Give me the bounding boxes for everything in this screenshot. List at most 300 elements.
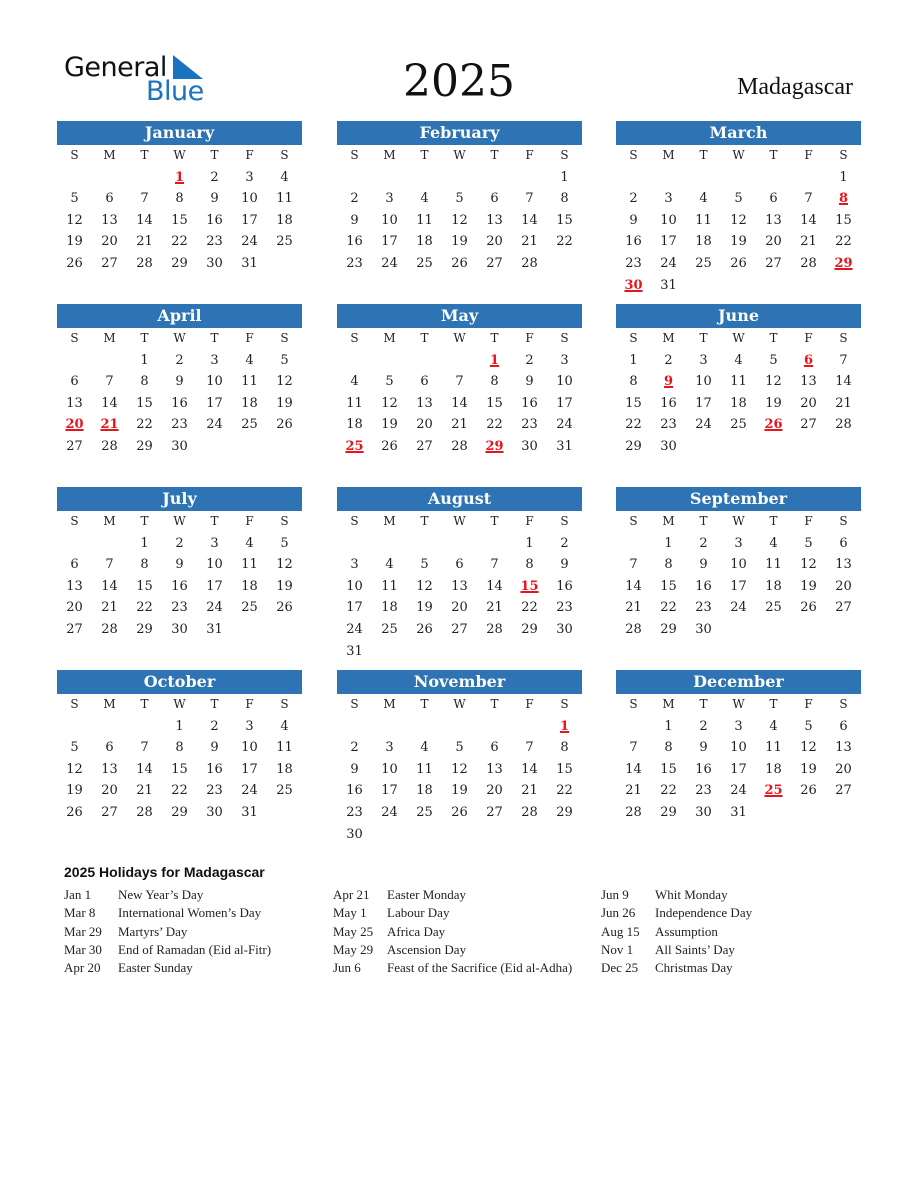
holiday-day-cell: 30: [624, 277, 643, 293]
day-cell: 9: [350, 212, 359, 228]
weekday-label: W: [732, 148, 745, 162]
day-cell: 26: [800, 783, 817, 799]
holiday-name: Martyrs’ Day: [118, 923, 188, 939]
holiday-item: [333, 923, 588, 941]
empty-cell: [442, 533, 477, 555]
day-cell: 24: [730, 600, 747, 616]
day-cell: 16: [171, 395, 188, 411]
day-cell: 26: [730, 255, 747, 271]
holiday-name: Whit Monday: [655, 887, 728, 902]
empty-cell: [651, 167, 686, 189]
empty-cell: [442, 716, 477, 738]
day-cell: 21: [625, 783, 642, 799]
weekday-label: M: [103, 331, 116, 345]
day-cell: 28: [101, 438, 118, 454]
weekday-label: S: [560, 697, 569, 711]
day-cell: 12: [66, 761, 83, 777]
month-july: [57, 487, 302, 641]
weekday-label: T: [699, 514, 708, 528]
day-cell: 26: [451, 255, 468, 271]
month-january: [57, 121, 302, 275]
day-cell: 21: [521, 234, 538, 250]
weekday-label: M: [383, 331, 396, 345]
day-cell: 4: [769, 535, 778, 551]
weekday-label: T: [490, 148, 499, 162]
day-cell: 17: [381, 783, 398, 799]
weekday-label: S: [280, 148, 289, 162]
weekday-label: T: [140, 514, 149, 528]
day-cell: 13: [66, 578, 83, 594]
empty-cell: [791, 167, 826, 189]
month-days-grid: [337, 328, 582, 458]
day-cell: 29: [136, 621, 153, 637]
day-cell: 14: [625, 761, 642, 777]
day-cell: 20: [451, 600, 468, 616]
empty-cell: [512, 167, 547, 189]
day-cell: 19: [416, 600, 433, 616]
day-cell: 24: [556, 417, 573, 433]
weekday-label: W: [453, 697, 466, 711]
weekday-label: W: [453, 514, 466, 528]
day-cell: 20: [416, 417, 433, 433]
day-cell: 23: [206, 783, 223, 799]
holiday-item: [333, 904, 588, 922]
day-cell: 27: [101, 804, 118, 820]
day-cell: 11: [765, 740, 782, 756]
day-cell: 25: [695, 255, 712, 271]
holiday-day-cell: 25: [764, 783, 783, 799]
day-cell: 18: [241, 395, 258, 411]
weekday-label: M: [103, 514, 116, 528]
day-cell: 19: [800, 578, 817, 594]
day-cell: 18: [346, 417, 363, 433]
day-cell: 14: [136, 212, 153, 228]
month-april: [57, 304, 302, 458]
day-cell: 22: [486, 417, 503, 433]
weekday-label: W: [173, 148, 186, 162]
day-cell: 8: [175, 740, 184, 756]
holiday-name: Ascension Day: [387, 941, 467, 957]
day-cell: 11: [730, 374, 747, 390]
holiday-date: May 29: [333, 941, 374, 957]
day-cell: 23: [346, 804, 363, 820]
day-cell: 2: [350, 740, 359, 756]
day-cell: 22: [625, 417, 642, 433]
day-cell: 29: [660, 621, 677, 637]
day-cell: 28: [136, 804, 153, 820]
day-cell: 19: [451, 783, 468, 799]
weekday-label: T: [699, 148, 708, 162]
day-cell: 14: [521, 761, 538, 777]
holiday-column: [333, 886, 588, 977]
day-cell: 7: [455, 374, 464, 390]
day-cell: 14: [451, 395, 468, 411]
holiday-day-cell: 29: [834, 255, 853, 271]
day-cell: 16: [206, 212, 223, 228]
day-cell: 30: [206, 255, 223, 271]
day-cell: 21: [800, 234, 817, 250]
month-days-grid: [616, 145, 861, 296]
day-cell: 21: [136, 234, 153, 250]
empty-cell: [92, 350, 127, 372]
weekday-label: M: [662, 697, 675, 711]
weekday-label: T: [769, 697, 778, 711]
day-cell: 27: [486, 804, 503, 820]
day-cell: 28: [101, 621, 118, 637]
day-cell: 11: [276, 740, 293, 756]
day-cell: 5: [280, 352, 289, 368]
month-february: [337, 121, 582, 275]
day-cell: 7: [140, 740, 149, 756]
day-cell: 10: [206, 557, 223, 573]
holiday-column: [601, 886, 856, 977]
day-cell: 18: [695, 234, 712, 250]
day-cell: 3: [385, 740, 394, 756]
month-header: September: [616, 487, 861, 511]
day-cell: 9: [629, 212, 638, 228]
day-cell: 4: [769, 718, 778, 734]
weekday-label: S: [280, 697, 289, 711]
weekday-label: W: [173, 514, 186, 528]
day-cell: 25: [276, 783, 293, 799]
day-cell: 26: [66, 255, 83, 271]
day-cell: 21: [136, 783, 153, 799]
day-cell: 1: [175, 718, 184, 734]
holiday-item: [601, 886, 856, 904]
day-cell: 7: [839, 352, 848, 368]
empty-cell: [372, 716, 407, 738]
month-days-grid: [337, 145, 582, 275]
day-cell: 5: [420, 557, 429, 573]
weekday-label: F: [804, 148, 813, 162]
weekday-label: S: [629, 697, 638, 711]
day-cell: 8: [525, 557, 534, 573]
day-cell: 13: [451, 578, 468, 594]
day-cell: 16: [695, 761, 712, 777]
month-days-grid: [616, 694, 861, 824]
holiday-name: New Year’s Day: [118, 887, 204, 902]
holiday-date: Jun 6: [333, 960, 361, 976]
day-cell: 29: [171, 804, 188, 820]
holiday-name: Africa Day: [387, 923, 446, 939]
holiday-day-cell: 29: [485, 438, 504, 454]
weekday-label: T: [699, 697, 708, 711]
day-cell: 12: [381, 395, 398, 411]
holiday-date: May 25: [333, 923, 374, 939]
day-cell: 5: [455, 191, 464, 207]
day-cell: 17: [346, 600, 363, 616]
day-cell: 2: [699, 718, 708, 734]
month-header: May: [337, 304, 582, 328]
weekday-label: T: [420, 514, 429, 528]
day-cell: 29: [625, 438, 642, 454]
weekday-label: W: [732, 331, 745, 345]
month-header: October: [57, 670, 302, 694]
day-cell: 15: [660, 578, 677, 594]
day-cell: 21: [486, 600, 503, 616]
day-cell: 28: [625, 621, 642, 637]
holiday-day-cell: 8: [838, 191, 849, 207]
holiday-day-cell: 21: [100, 417, 119, 433]
day-cell: 21: [521, 783, 538, 799]
day-cell: 13: [835, 740, 852, 756]
day-cell: 10: [241, 191, 258, 207]
day-cell: 17: [206, 578, 223, 594]
day-cell: 5: [70, 740, 79, 756]
weekday-label: T: [210, 148, 219, 162]
day-cell: 22: [556, 783, 573, 799]
day-cell: 6: [839, 718, 848, 734]
day-cell: 31: [660, 277, 677, 293]
day-cell: 9: [525, 374, 534, 390]
day-cell: 5: [70, 191, 79, 207]
day-cell: 16: [346, 783, 363, 799]
day-cell: 5: [804, 535, 813, 551]
day-cell: 13: [66, 395, 83, 411]
day-cell: 19: [276, 395, 293, 411]
weekday-label: F: [804, 697, 813, 711]
day-cell: 16: [625, 234, 642, 250]
holiday-day-cell: 26: [764, 417, 783, 433]
day-cell: 15: [136, 578, 153, 594]
day-cell: 9: [175, 557, 184, 573]
empty-cell: [477, 716, 512, 738]
holiday-item: [64, 886, 319, 904]
day-cell: 25: [416, 255, 433, 271]
weekday-label: F: [804, 514, 813, 528]
day-cell: 10: [556, 374, 573, 390]
day-cell: 11: [416, 212, 433, 228]
day-cell: 15: [835, 212, 852, 228]
day-cell: 13: [101, 761, 118, 777]
logo-text-general: General: [64, 52, 167, 83]
day-cell: 13: [835, 557, 852, 573]
day-cell: 18: [416, 234, 433, 250]
day-cell: 22: [171, 234, 188, 250]
day-cell: 8: [175, 191, 184, 207]
logo-text-blue: Blue: [146, 76, 204, 107]
day-cell: 15: [171, 761, 188, 777]
day-cell: 22: [521, 600, 538, 616]
day-cell: 3: [699, 352, 708, 368]
weekday-label: S: [70, 331, 79, 345]
day-cell: 20: [765, 234, 782, 250]
day-cell: 15: [556, 761, 573, 777]
month-days-grid: [57, 511, 302, 641]
empty-cell: [372, 533, 407, 555]
day-cell: 11: [695, 212, 712, 228]
empty-cell: [477, 167, 512, 189]
weekday-label: F: [525, 331, 534, 345]
weekday-label: S: [629, 514, 638, 528]
empty-cell: [337, 533, 372, 555]
day-cell: 1: [560, 169, 569, 185]
holiday-item: [64, 959, 319, 977]
day-cell: 3: [385, 191, 394, 207]
month-header: June: [616, 304, 861, 328]
empty-cell: [372, 350, 407, 372]
day-cell: 17: [556, 395, 573, 411]
weekday-label: S: [350, 697, 359, 711]
day-cell: 12: [276, 374, 293, 390]
holiday-name: Easter Sunday: [118, 960, 193, 976]
day-cell: 10: [381, 212, 398, 228]
day-cell: 16: [556, 578, 573, 594]
weekday-label: S: [350, 331, 359, 345]
day-cell: 14: [800, 212, 817, 228]
holiday-name: Assumption: [655, 923, 718, 939]
day-cell: 1: [140, 352, 149, 368]
day-cell: 23: [625, 255, 642, 271]
day-cell: 26: [276, 600, 293, 616]
day-cell: 24: [730, 783, 747, 799]
empty-cell: [127, 716, 162, 738]
day-cell: 28: [451, 438, 468, 454]
day-cell: 25: [241, 600, 258, 616]
empty-cell: [477, 533, 512, 555]
day-cell: 7: [490, 557, 499, 573]
month-march: [616, 121, 861, 296]
day-cell: 12: [451, 761, 468, 777]
day-cell: 6: [455, 557, 464, 573]
month-may: [337, 304, 582, 458]
empty-cell: [407, 716, 442, 738]
weekday-label: W: [732, 514, 745, 528]
day-cell: 11: [241, 557, 258, 573]
month-october: [57, 670, 302, 824]
day-cell: 9: [175, 374, 184, 390]
day-cell: 3: [734, 718, 743, 734]
day-cell: 17: [381, 234, 398, 250]
day-cell: 21: [835, 395, 852, 411]
empty-cell: [512, 716, 547, 738]
day-cell: 2: [350, 191, 359, 207]
day-cell: 18: [381, 600, 398, 616]
day-cell: 7: [804, 191, 813, 207]
day-cell: 20: [66, 600, 83, 616]
day-cell: 7: [105, 557, 114, 573]
month-days-grid: [57, 328, 302, 458]
holiday-date: May 1: [333, 905, 367, 921]
holiday-item: [64, 941, 319, 959]
day-cell: 10: [381, 761, 398, 777]
day-cell: 1: [839, 169, 848, 185]
weekday-label: M: [103, 148, 116, 162]
day-cell: 27: [101, 255, 118, 271]
day-cell: 14: [625, 578, 642, 594]
day-cell: 11: [346, 395, 363, 411]
day-cell: 3: [245, 718, 254, 734]
day-cell: 2: [210, 169, 219, 185]
day-cell: 24: [660, 255, 677, 271]
weekday-label: F: [245, 697, 254, 711]
day-cell: 5: [385, 374, 394, 390]
holiday-name: All Saints’ Day: [655, 941, 735, 957]
day-cell: 14: [101, 395, 118, 411]
day-cell: 19: [451, 234, 468, 250]
weekday-label: T: [420, 331, 429, 345]
day-cell: 23: [206, 234, 223, 250]
empty-cell: [616, 533, 651, 555]
day-cell: 5: [804, 718, 813, 734]
day-cell: 11: [241, 374, 258, 390]
holiday-item: [601, 904, 856, 922]
weekday-label: F: [525, 697, 534, 711]
day-cell: 15: [625, 395, 642, 411]
day-cell: 27: [66, 621, 83, 637]
weekday-label: S: [839, 331, 848, 345]
day-cell: 8: [629, 374, 638, 390]
month-header: February: [337, 121, 582, 145]
day-cell: 19: [381, 417, 398, 433]
day-cell: 25: [416, 804, 433, 820]
day-cell: 17: [730, 578, 747, 594]
day-cell: 30: [171, 621, 188, 637]
month-header: January: [57, 121, 302, 145]
day-cell: 7: [525, 740, 534, 756]
weekday-label: S: [560, 514, 569, 528]
day-cell: 22: [660, 600, 677, 616]
day-cell: 11: [416, 761, 433, 777]
day-cell: 2: [560, 535, 569, 551]
empty-cell: [407, 167, 442, 189]
day-cell: 22: [660, 783, 677, 799]
day-cell: 1: [525, 535, 534, 551]
month-header: April: [57, 304, 302, 328]
day-cell: 27: [66, 438, 83, 454]
day-cell: 21: [451, 417, 468, 433]
empty-cell: [127, 167, 162, 189]
day-cell: 7: [525, 191, 534, 207]
day-cell: 6: [105, 740, 114, 756]
day-cell: 26: [276, 417, 293, 433]
day-cell: 10: [730, 557, 747, 573]
day-cell: 24: [695, 417, 712, 433]
empty-cell: [57, 533, 92, 555]
day-cell: 23: [695, 600, 712, 616]
day-cell: 1: [629, 352, 638, 368]
day-cell: 31: [241, 255, 258, 271]
day-cell: 20: [486, 783, 503, 799]
day-cell: 16: [171, 578, 188, 594]
weekday-label: T: [210, 331, 219, 345]
holiday-name: Feast of the Sacrifice (Eid al-Adha): [387, 960, 573, 976]
day-cell: 27: [416, 438, 433, 454]
weekday-label: S: [280, 331, 289, 345]
day-cell: 9: [210, 740, 219, 756]
day-cell: 14: [835, 374, 852, 390]
holidays-section: [64, 864, 864, 976]
empty-cell: [57, 350, 92, 372]
weekday-label: S: [280, 514, 289, 528]
day-cell: 10: [730, 740, 747, 756]
day-cell: 13: [416, 395, 433, 411]
empty-cell: [407, 350, 442, 372]
day-cell: 25: [241, 417, 258, 433]
day-cell: 8: [140, 374, 149, 390]
weekday-label: S: [839, 148, 848, 162]
weekday-label: F: [525, 514, 534, 528]
month-header: November: [337, 670, 582, 694]
day-cell: 13: [800, 374, 817, 390]
weekday-label: S: [70, 148, 79, 162]
day-cell: 20: [101, 234, 118, 250]
day-cell: 31: [206, 621, 223, 637]
day-cell: 16: [695, 578, 712, 594]
day-cell: 10: [695, 374, 712, 390]
holiday-day-cell: 20: [65, 417, 84, 433]
day-cell: 2: [525, 352, 534, 368]
